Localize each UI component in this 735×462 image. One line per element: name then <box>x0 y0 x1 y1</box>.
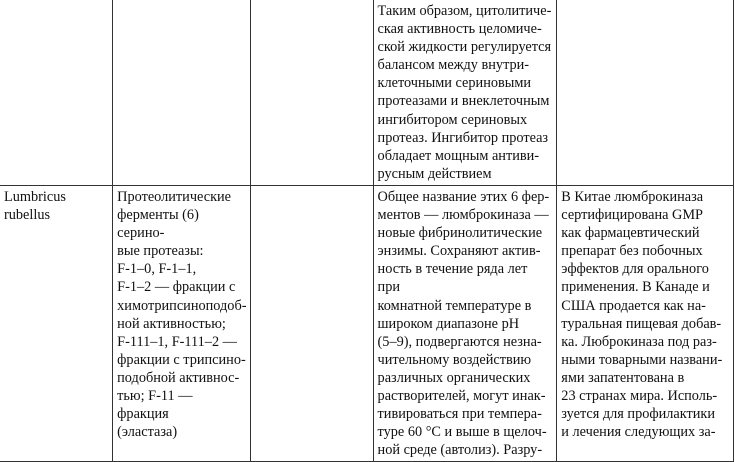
table-cell-application: В Китае люмброкиназа сертифицирована GMP как фармацевтический препарат без побочных эффектов для орального применения. В Канаде и США продается как на- туральная пищевая добав- ка. Люброкиназа под раз- ными товарными названи- ями запатентована в 23 странах мира. Исполь- зуется для профилактики и лечения следующих за- <box>557 185 734 461</box>
table-cell-components: Протеолитические ферменты (6) серино- вые протеазы: F-1–0, F-1–1, F-1–2 — фракции с химотрипсиноподоб- ной активностью; F-111–1, F-111–2 — фракции с трипсино- подобной активнос- тью; F-11 — фракция (эластаза) <box>113 185 251 461</box>
table-row <box>0 185 734 461</box>
table-cell-species <box>0 0 113 185</box>
table-cell-empty <box>251 185 373 461</box>
table-cell-application <box>557 0 734 185</box>
table-cell-empty <box>251 0 373 185</box>
table-row <box>0 0 734 185</box>
table-cell-components <box>113 0 251 185</box>
table-cell-species: Lumbricus rubellus <box>0 185 113 461</box>
table-cell-properties: Общее название этих 6 фер- ментов — люмброкиназа — новые фибринолитические энзимы. Сохраняют актив- ность в течение ряда лет при комнатной температуре в широком диапазоне pH (5–9), подвергаются незна- чительному воздействию различных органических растворителей, могут инак- тивироваться при темпера- туре 60 °C и выше в щелоч- ной среде (автолиз). Разру- <box>373 185 557 461</box>
table-cell-properties: Таким образом, цитолитиче- ская активность целомиче- ской жидкости регулируется балансом между внутри- клеточными сериновыми протеазами и внеклеточным ингибитором сериновых протеаз. Ингибитор протеаз обладает мощным антиви- русным действием <box>373 0 557 185</box>
